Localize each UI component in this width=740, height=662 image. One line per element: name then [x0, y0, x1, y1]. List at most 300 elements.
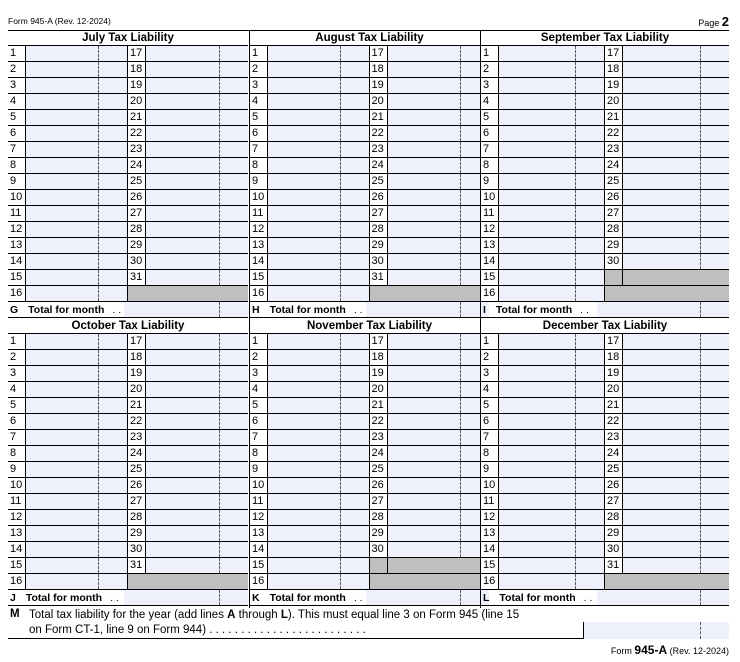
day-amount-field[interactable]	[26, 350, 128, 365]
day-amount-field[interactable]	[499, 94, 605, 109]
day-amount-field[interactable]	[26, 126, 128, 141]
day-cell	[481, 190, 605, 205]
day-row	[250, 206, 489, 222]
day-amount-field[interactable]	[499, 494, 605, 509]
day-number: 11	[250, 494, 268, 509]
day-amount-field[interactable]	[268, 286, 370, 301]
day-number: 5	[8, 398, 26, 413]
total-amount-field[interactable]	[366, 302, 489, 317]
total-amount-field[interactable]	[124, 590, 248, 605]
footer-revision: (Rev. 12-2024)	[669, 646, 729, 656]
day-number: 23	[128, 430, 146, 445]
day-amount-field[interactable]	[26, 446, 128, 461]
day-amount-field[interactable]	[499, 270, 605, 285]
day-number: 30	[605, 542, 623, 557]
day-amount-field[interactable]	[499, 478, 605, 493]
day-amount-field[interactable]	[268, 494, 370, 509]
day-cell	[250, 174, 370, 189]
day-row	[481, 558, 729, 574]
day-row	[481, 430, 729, 446]
day-amount-field[interactable]	[623, 142, 729, 157]
day-cell	[250, 494, 370, 509]
day-number: 29	[128, 526, 146, 541]
day-cell	[128, 462, 248, 477]
day-amount-field[interactable]	[623, 334, 729, 349]
day-amount-field[interactable]	[388, 270, 490, 285]
day-amount-field[interactable]	[146, 158, 248, 173]
day-number: 12	[250, 222, 268, 237]
day-amount-field[interactable]	[499, 510, 605, 525]
day-amount-field[interactable]	[146, 334, 248, 349]
day-amount-field[interactable]	[623, 174, 729, 189]
day-cell	[250, 126, 370, 141]
day-amount-field[interactable]	[26, 334, 128, 349]
day-amount-field[interactable]	[26, 110, 128, 125]
total-amount-field[interactable]	[124, 302, 248, 317]
day-amount-field[interactable]	[499, 222, 605, 237]
day-amount-field[interactable]	[26, 398, 128, 413]
day-amount-field[interactable]	[623, 398, 729, 413]
day-amount-field[interactable]	[268, 142, 370, 157]
day-row	[481, 158, 729, 174]
day-amount-field[interactable]	[623, 158, 729, 173]
day-amount-field[interactable]	[146, 62, 248, 77]
day-grid	[481, 46, 729, 302]
day-cell	[128, 174, 248, 189]
day-amount-field[interactable]	[268, 62, 370, 77]
day-amount-field[interactable]	[388, 174, 490, 189]
day-amount-field[interactable]	[623, 78, 729, 93]
day-amount-field[interactable]	[499, 286, 605, 301]
day-amount-field[interactable]	[388, 526, 490, 541]
total-text: Total for month	[25, 591, 103, 604]
day-amount-field[interactable]	[388, 382, 490, 397]
day-amount-field[interactable]	[499, 526, 605, 541]
day-amount-field[interactable]	[388, 350, 490, 365]
day-cell	[370, 334, 490, 349]
day-amount-field[interactable]	[499, 446, 605, 461]
day-number: 25	[370, 174, 388, 189]
day-number: 8	[250, 446, 268, 461]
day-amount-field[interactable]	[26, 78, 128, 93]
day-cell	[250, 414, 370, 429]
day-amount-field[interactable]	[146, 110, 248, 125]
day-row	[250, 286, 489, 302]
day-amount-field[interactable]	[388, 254, 490, 269]
day-amount-field[interactable]	[388, 126, 490, 141]
day-row	[8, 94, 248, 110]
day-amount-field[interactable]	[268, 398, 370, 413]
day-amount-field[interactable]	[268, 222, 370, 237]
day-amount-field[interactable]	[26, 222, 128, 237]
total-amount-field[interactable]	[597, 302, 729, 317]
day-row	[481, 574, 729, 590]
day-cell	[128, 334, 248, 349]
day-amount-field[interactable]	[499, 334, 605, 349]
day-cell	[370, 414, 490, 429]
day-number: 14	[250, 542, 268, 557]
shaded-cell	[605, 286, 729, 301]
day-amount-field[interactable]	[268, 574, 370, 589]
day-amount-field[interactable]	[26, 494, 128, 509]
day-amount-field[interactable]	[26, 254, 128, 269]
day-number: 16	[250, 286, 268, 301]
day-amount-field[interactable]	[146, 398, 248, 413]
total-letter: G	[10, 303, 19, 316]
day-amount-field[interactable]	[623, 222, 729, 237]
day-amount-field[interactable]	[388, 462, 490, 477]
day-number: 12	[481, 222, 499, 237]
day-amount-field[interactable]	[499, 238, 605, 253]
day-amount-field[interactable]	[623, 510, 729, 525]
day-amount-field[interactable]	[623, 542, 729, 557]
day-amount-field[interactable]	[388, 366, 490, 381]
day-number: 18	[370, 62, 388, 77]
day-amount-field[interactable]	[268, 542, 370, 557]
day-amount-field[interactable]	[623, 526, 729, 541]
total-for-month-row	[250, 590, 489, 606]
day-amount-field[interactable]	[623, 238, 729, 253]
day-number: 22	[605, 414, 623, 429]
day-number: 19	[605, 366, 623, 381]
day-amount-field[interactable]	[499, 558, 605, 573]
day-amount-field[interactable]	[499, 366, 605, 381]
day-amount-field[interactable]	[26, 542, 128, 557]
day-amount-field[interactable]	[26, 206, 128, 221]
day-amount-field[interactable]	[146, 174, 248, 189]
day-number: 28	[128, 222, 146, 237]
day-cell	[250, 206, 370, 221]
day-cell	[481, 286, 605, 301]
day-row	[8, 398, 248, 414]
day-row	[250, 350, 489, 366]
day-cell	[481, 526, 605, 541]
day-amount-field[interactable]	[268, 510, 370, 525]
day-cell	[481, 206, 605, 221]
total-amount-field[interactable]	[597, 590, 729, 605]
day-amount-field[interactable]	[26, 478, 128, 493]
day-amount-field[interactable]	[623, 46, 729, 61]
day-amount-field[interactable]	[268, 462, 370, 477]
total-letter: J	[10, 591, 16, 604]
day-amount-field[interactable]	[388, 110, 490, 125]
day-number: 12	[8, 222, 26, 237]
day-amount-field[interactable]	[268, 238, 370, 253]
day-amount-field[interactable]	[26, 510, 128, 525]
day-amount-field[interactable]	[499, 462, 605, 477]
day-number: 27	[128, 206, 146, 221]
day-amount-field[interactable]	[388, 446, 490, 461]
day-number: 29	[370, 526, 388, 541]
day-row	[250, 110, 489, 126]
day-amount-field[interactable]	[623, 382, 729, 397]
day-amount-field[interactable]	[268, 478, 370, 493]
day-number: 2	[481, 62, 499, 77]
day-number: 31	[128, 270, 146, 285]
day-cell	[8, 494, 128, 509]
day-amount-field[interactable]	[499, 142, 605, 157]
day-number: 31	[370, 270, 388, 285]
day-number: 13	[481, 526, 499, 541]
day-amount-field[interactable]	[26, 414, 128, 429]
day-cell	[370, 78, 490, 93]
day-amount-field[interactable]	[499, 126, 605, 141]
day-amount-field[interactable]	[146, 254, 248, 269]
day-amount-field[interactable]	[499, 158, 605, 173]
day-amount-field[interactable]	[388, 190, 490, 205]
day-amount-field[interactable]	[26, 270, 128, 285]
day-amount-field[interactable]	[268, 190, 370, 205]
day-amount-field[interactable]	[499, 414, 605, 429]
day-amount-field[interactable]	[499, 62, 605, 77]
day-cell	[8, 446, 128, 461]
day-number: 29	[605, 526, 623, 541]
day-amount-field[interactable]	[268, 526, 370, 541]
day-amount-field[interactable]	[268, 94, 370, 109]
day-cell	[128, 510, 248, 525]
shaded-cell	[370, 574, 490, 589]
day-cell	[8, 414, 128, 429]
day-amount-field[interactable]	[26, 574, 128, 589]
day-amount-field[interactable]	[623, 558, 729, 573]
day-amount-field[interactable]	[388, 142, 490, 157]
day-amount-field[interactable]	[499, 574, 605, 589]
day-amount-field[interactable]	[146, 94, 248, 109]
day-amount-field[interactable]	[499, 190, 605, 205]
day-amount-field[interactable]	[26, 46, 128, 61]
day-amount-field[interactable]	[268, 430, 370, 445]
day-amount-field[interactable]	[388, 478, 490, 493]
day-number: 21	[128, 110, 146, 125]
day-amount-field[interactable]	[499, 382, 605, 397]
day-amount-field[interactable]	[499, 398, 605, 413]
day-amount-field[interactable]	[388, 46, 490, 61]
day-number: 1	[8, 46, 26, 61]
day-amount-field[interactable]	[26, 174, 128, 189]
day-row	[8, 350, 248, 366]
day-amount-field[interactable]	[26, 238, 128, 253]
total-for-month-row	[481, 302, 729, 318]
day-amount-field[interactable]	[26, 190, 128, 205]
day-amount-field[interactable]	[146, 510, 248, 525]
day-number: 1	[481, 334, 499, 349]
day-cell	[605, 270, 729, 285]
day-amount-field[interactable]	[388, 510, 490, 525]
total-leader: . .	[112, 303, 122, 316]
day-number: 30	[128, 542, 146, 557]
day-amount-field[interactable]	[388, 430, 490, 445]
day-amount-field[interactable]	[146, 446, 248, 461]
day-amount-field[interactable]	[146, 350, 248, 365]
day-amount-field[interactable]	[268, 270, 370, 285]
day-row	[481, 334, 729, 350]
day-number: 1	[250, 46, 268, 61]
day-number: 27	[128, 494, 146, 509]
day-amount-field[interactable]	[499, 206, 605, 221]
day-number: 30	[605, 254, 623, 269]
day-cell	[370, 574, 490, 589]
day-amount-field[interactable]	[146, 126, 248, 141]
day-amount-field[interactable]	[388, 414, 490, 429]
day-number: 20	[128, 382, 146, 397]
day-amount-field[interactable]	[146, 222, 248, 237]
day-amount-field[interactable]	[268, 446, 370, 461]
day-amount-field[interactable]	[26, 558, 128, 573]
day-number: 22	[128, 126, 146, 141]
day-amount-field[interactable]	[26, 286, 128, 301]
day-amount-field[interactable]	[623, 462, 729, 477]
day-amount-field[interactable]	[499, 542, 605, 557]
day-amount-field[interactable]	[268, 78, 370, 93]
line-m-amount-field[interactable]	[583, 622, 729, 639]
day-number: 5	[481, 398, 499, 413]
day-amount-field[interactable]	[146, 366, 248, 381]
day-amount-field[interactable]	[623, 126, 729, 141]
day-cell	[481, 478, 605, 493]
day-amount-field[interactable]	[268, 174, 370, 189]
day-amount-field[interactable]	[388, 542, 490, 557]
shaded-cell	[370, 286, 490, 301]
day-amount-field[interactable]	[146, 78, 248, 93]
day-amount-field[interactable]	[146, 382, 248, 397]
day-amount-field[interactable]	[268, 158, 370, 173]
day-row	[250, 478, 489, 494]
day-amount-field[interactable]	[623, 446, 729, 461]
day-number: 3	[250, 366, 268, 381]
day-amount-field[interactable]	[388, 206, 490, 221]
day-number: 2	[8, 350, 26, 365]
day-amount-field[interactable]	[146, 142, 248, 157]
day-row	[250, 142, 489, 158]
day-amount-field[interactable]	[499, 46, 605, 61]
day-cell	[250, 158, 370, 173]
day-number: 18	[605, 350, 623, 365]
day-number: 26	[370, 478, 388, 493]
day-amount-field[interactable]	[388, 398, 490, 413]
total-amount-field[interactable]	[366, 590, 489, 605]
day-row	[481, 510, 729, 526]
day-cell	[370, 478, 490, 493]
day-amount-field[interactable]	[26, 462, 128, 477]
day-row	[481, 270, 729, 286]
day-number: 22	[128, 414, 146, 429]
day-row	[481, 414, 729, 430]
day-amount-field[interactable]	[623, 366, 729, 381]
day-cell	[8, 510, 128, 525]
day-amount-field[interactable]	[26, 142, 128, 157]
day-amount-field[interactable]	[146, 46, 248, 61]
day-amount-field[interactable]	[268, 334, 370, 349]
day-amount-field[interactable]	[146, 478, 248, 493]
day-amount-field[interactable]	[146, 270, 248, 285]
day-amount-field[interactable]	[146, 206, 248, 221]
day-amount-field[interactable]	[146, 414, 248, 429]
day-amount-field[interactable]	[388, 494, 490, 509]
day-amount-field[interactable]	[388, 158, 490, 173]
day-amount-field[interactable]	[268, 206, 370, 221]
day-number: 15	[250, 558, 268, 573]
day-amount-field[interactable]	[388, 94, 490, 109]
day-amount-field[interactable]	[623, 478, 729, 493]
day-amount-field[interactable]	[623, 350, 729, 365]
day-amount-field[interactable]	[146, 462, 248, 477]
day-amount-field[interactable]	[268, 558, 370, 573]
day-amount-field[interactable]	[499, 430, 605, 445]
day-amount-field[interactable]	[388, 222, 490, 237]
day-amount-field[interactable]	[268, 46, 370, 61]
day-amount-field[interactable]	[623, 94, 729, 109]
day-amount-field[interactable]	[26, 158, 128, 173]
day-cell	[370, 190, 490, 205]
day-row	[250, 126, 489, 142]
day-amount-field[interactable]	[146, 430, 248, 445]
day-amount-field[interactable]	[623, 414, 729, 429]
day-row	[481, 78, 729, 94]
day-amount-field[interactable]	[623, 62, 729, 77]
day-amount-field[interactable]	[623, 430, 729, 445]
day-amount-field[interactable]	[146, 542, 248, 557]
day-amount-field[interactable]	[26, 62, 128, 77]
day-amount-field[interactable]	[623, 494, 729, 509]
month-title: December Tax Liability	[481, 318, 729, 334]
day-amount-field[interactable]	[26, 366, 128, 381]
day-amount-field[interactable]	[388, 78, 490, 93]
day-row	[8, 446, 248, 462]
day-amount-field[interactable]	[146, 494, 248, 509]
day-amount-field[interactable]	[146, 190, 248, 205]
day-cell	[250, 574, 370, 589]
day-amount-field[interactable]	[623, 190, 729, 205]
day-amount-field[interactable]	[26, 430, 128, 445]
day-amount-field[interactable]	[268, 414, 370, 429]
day-amount-field[interactable]	[388, 238, 490, 253]
day-amount-field[interactable]	[499, 78, 605, 93]
day-amount-field[interactable]	[499, 254, 605, 269]
day-cell	[605, 446, 729, 461]
day-amount-field[interactable]	[268, 254, 370, 269]
day-number: 10	[8, 190, 26, 205]
day-amount-field[interactable]	[26, 94, 128, 109]
day-number: 14	[8, 254, 26, 269]
day-number: 6	[481, 126, 499, 141]
day-amount-field[interactable]	[268, 110, 370, 125]
day-amount-field[interactable]	[268, 366, 370, 381]
day-cell	[481, 222, 605, 237]
day-amount-field[interactable]	[146, 558, 248, 573]
day-number: 20	[370, 382, 388, 397]
day-amount-field[interactable]	[623, 254, 729, 269]
day-amount-field[interactable]	[388, 62, 490, 77]
day-amount-field[interactable]	[26, 382, 128, 397]
day-number: 27	[370, 206, 388, 221]
day-amount-field[interactable]	[268, 126, 370, 141]
day-amount-field[interactable]	[499, 110, 605, 125]
day-amount-field[interactable]	[146, 526, 248, 541]
day-amount-field[interactable]	[268, 382, 370, 397]
day-amount-field[interactable]	[499, 174, 605, 189]
day-amount-field[interactable]	[623, 110, 729, 125]
day-amount-field[interactable]	[146, 238, 248, 253]
day-amount-field[interactable]	[268, 350, 370, 365]
day-number: 4	[250, 94, 268, 109]
day-number: 15	[250, 270, 268, 285]
day-row	[481, 494, 729, 510]
day-amount-field[interactable]	[499, 350, 605, 365]
day-amount-field[interactable]	[623, 206, 729, 221]
day-amount-field[interactable]	[26, 526, 128, 541]
day-amount-field[interactable]	[388, 334, 490, 349]
day-cell	[8, 190, 128, 205]
